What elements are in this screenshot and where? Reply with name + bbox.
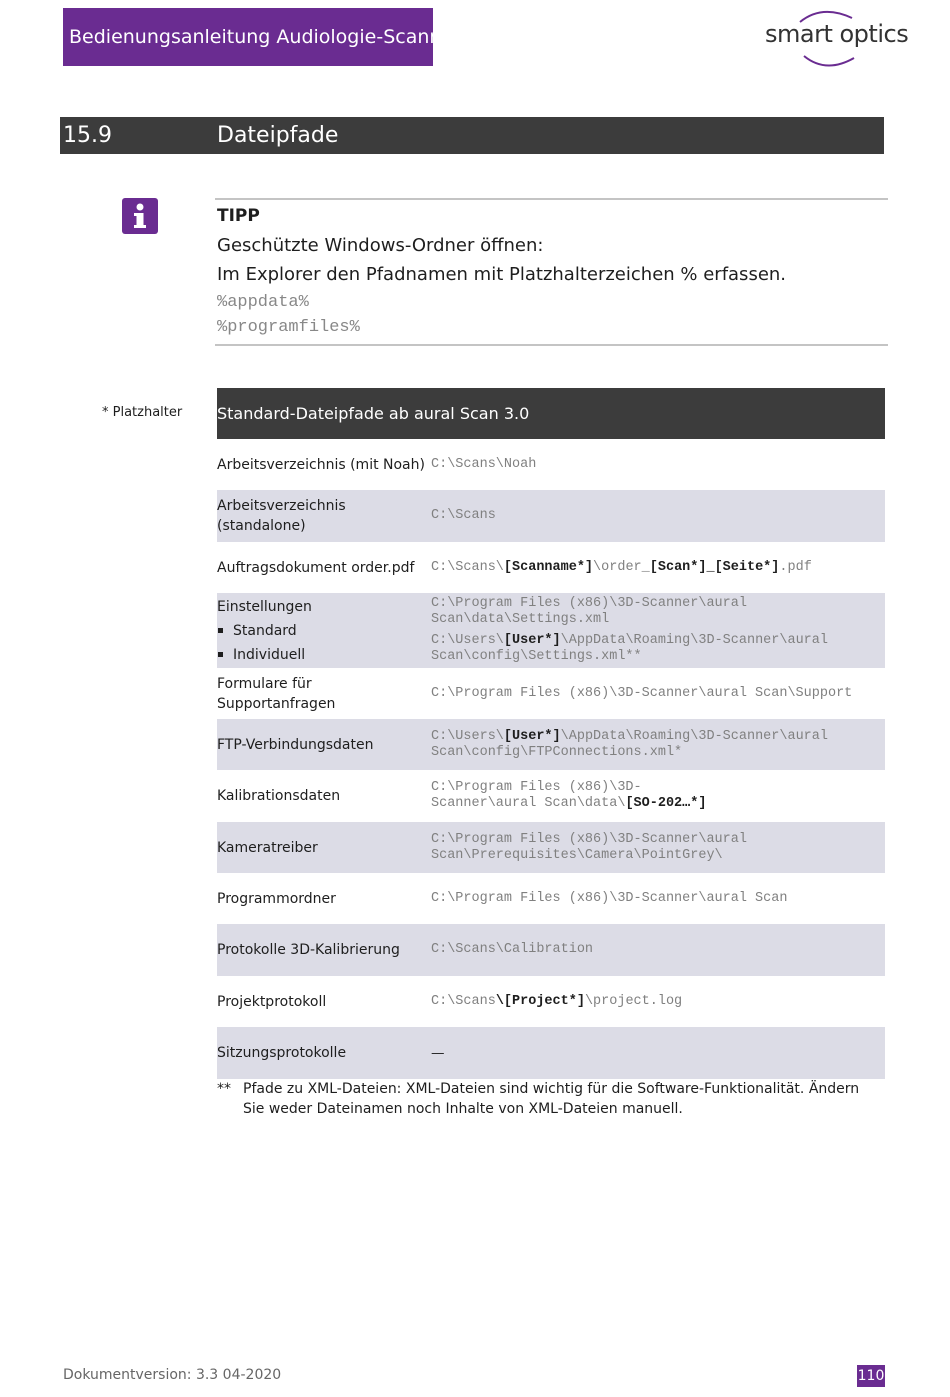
path-standard: C:\Program Files (x86)\3D-Scanner\aural Scan\data\Settings.xml	[431, 596, 747, 627]
row-path	[431, 770, 731, 822]
row-path: C:\Program Files (x86)\3D-Scanner\aural Scan\Support	[431, 685, 853, 701]
path-part: C:\Users\	[431, 728, 504, 744]
path-placeholder: [User*]	[503, 728, 561, 744]
table-row	[217, 490, 885, 542]
tip-text-line: Im Explorer den Pfadnamen mit Platzhalterzeichen % erfassen.	[217, 264, 787, 285]
tip-code: %appdata%	[217, 293, 309, 312]
tip-code: %programfiles%	[217, 318, 360, 337]
row-path	[431, 542, 883, 593]
table-row	[217, 976, 885, 1027]
section-number: 15.9	[63, 123, 112, 148]
path-part: \project.log	[584, 993, 683, 1009]
path-placeholder: \[Project*]	[495, 993, 585, 1009]
table-row	[217, 719, 885, 770]
footnote-marker: **	[217, 1081, 231, 1097]
table-row	[217, 770, 885, 822]
path-part: .pdf	[779, 559, 812, 575]
path-part: \order_	[593, 559, 650, 575]
row-label: Kameratreiber	[217, 839, 318, 856]
row-path	[431, 593, 883, 668]
tip-title: TIPP	[217, 206, 260, 226]
footnote-text: Pfade zu XML-Dateien: XML-Dateien sind wichtig für die Software-Funktionalität. Ändern Sie weder Dateinamen noch Inhalte von XML-Dateien manuell.	[243, 1081, 860, 1117]
row-label: Kalibrationsdaten	[217, 788, 341, 804]
bullet-text: Individuell	[233, 646, 306, 663]
path-individual	[431, 633, 883, 665]
path-part: \AppData\Roaming\3D-Scanner\aural Scan\config\FTPConnections.xml*	[431, 728, 828, 760]
path-placeholder: [Scan*]_[Seite*]	[649, 559, 780, 575]
row-label	[217, 593, 427, 668]
row-label: Arbeitsverzeichnis (standalone)	[217, 498, 346, 534]
row-path: C:\Program Files (x86)\3D-Scanner\aural Scan	[431, 890, 788, 906]
info-icon	[122, 198, 158, 234]
row-path: —	[431, 1045, 445, 1061]
table-row	[217, 439, 885, 490]
table-row	[217, 542, 885, 593]
row-label: Projektprotokoll	[217, 993, 327, 1010]
row-label: Formulare für Supportanfragen	[217, 675, 336, 712]
path-part: \AppData\Roaming\3D-Scanner\aural Scan\config\Settings.xml**	[431, 633, 828, 664]
row-label: Arbeitsverzeichnis (mit Noah)	[217, 456, 425, 473]
smart-optics-logo	[760, 8, 909, 68]
bullet-text: Standard	[233, 622, 297, 639]
document-version: Dokumentversion: 3.3 04-2020	[63, 1367, 282, 1383]
bullet-item	[217, 619, 427, 643]
row-label: Auftragsdokument order.pdf	[217, 559, 415, 576]
row-label: Protokolle 3D-Kalibrierung	[217, 942, 400, 958]
placeholder-note: * Platzhalter	[102, 405, 183, 420]
path-part: C:\Users\	[431, 633, 504, 648]
path-part: C:\Scans\	[431, 559, 504, 575]
bullet-icon	[218, 652, 223, 657]
bullet-icon	[218, 628, 223, 633]
section-heading	[60, 117, 884, 154]
row-path: C:\Scans	[431, 508, 496, 523]
row-path: C:\Scans\Noah	[431, 456, 537, 472]
tip-box	[215, 198, 888, 346]
row-path	[431, 976, 883, 1027]
page-number: 110	[857, 1365, 885, 1387]
bullet-item	[217, 643, 427, 667]
document-header-title: Bedienungsanleitung Audiologie-Scanner	[63, 8, 433, 66]
logo-text: smart optics	[765, 20, 909, 48]
table-header: Standard-Dateipfade ab aural Scan 3.0	[217, 388, 885, 439]
path-part: C:\Program Files (x86)\3D-Scanner\aural Scan\data\	[431, 780, 642, 811]
table-row	[217, 873, 885, 924]
path-placeholder: [SO-202…*]	[625, 796, 707, 811]
row-label: FTP-Verbindungsdaten	[217, 736, 374, 753]
row-label: Programmordner	[217, 890, 336, 907]
path-placeholder: [User*]	[503, 633, 561, 648]
table-row	[217, 822, 885, 873]
row-path: C:\Program Files (x86)\3D-Scanner\aural Scan\Prerequisites\Camera\PointGrey\	[431, 831, 747, 863]
table-row	[217, 668, 885, 719]
section-title: Dateipfade	[217, 123, 339, 148]
table-row	[217, 593, 885, 668]
row-label: Sitzungsprotokolle	[217, 1045, 347, 1061]
row-path: C:\Scans\Calibration	[431, 942, 594, 957]
row-path	[431, 719, 883, 770]
tip-text-line: Geschützte Windows-Ordner öffnen:	[217, 235, 544, 256]
table-row	[217, 1027, 885, 1079]
path-part: C:\Scans	[431, 993, 496, 1009]
settings-label: Einstellungen	[217, 598, 312, 615]
path-placeholder: [Scanname*]	[503, 559, 594, 575]
table-row	[217, 924, 885, 976]
